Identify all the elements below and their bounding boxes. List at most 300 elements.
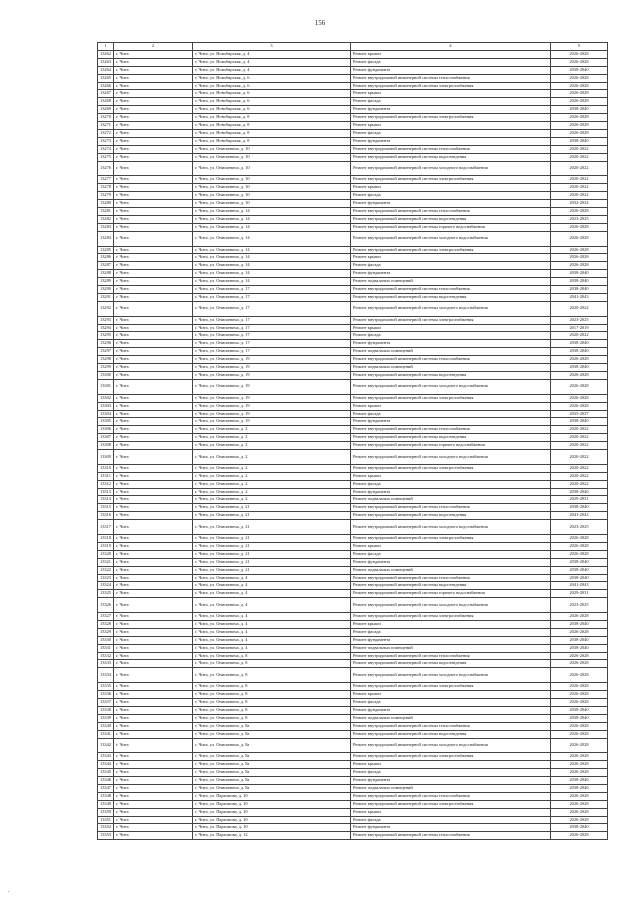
record-number: 13284	[98, 231, 114, 246]
table-row	[98, 488, 608, 496]
period: 2017-2019	[551, 324, 608, 332]
period: 2023-2025	[551, 316, 608, 324]
record-number: 13350	[98, 808, 114, 816]
record-number: 13322	[98, 566, 114, 574]
table-row	[98, 332, 608, 340]
period: 2029-2031	[551, 590, 608, 598]
table-row	[98, 153, 608, 161]
address: г. Чита, ул. Онискевича, д. 21	[193, 566, 351, 574]
table-row	[98, 769, 608, 777]
work-type: Ремонт фасада	[351, 192, 551, 200]
address: г. Чита, ул. Онискевича, д. 8а	[193, 738, 351, 753]
address: г. Чита, ул. Онискевича, д. 21	[193, 520, 351, 535]
work-type: Ремонт внутридомовой инженерной системы электроснабжения	[351, 683, 551, 691]
table-row	[98, 628, 608, 636]
locality: г. Чита	[114, 122, 193, 130]
record-number: 13292	[98, 301, 114, 316]
work-type: Ремонт внутридомовой инженерной системы теплоснабжения	[351, 426, 551, 434]
locality: г. Чита	[114, 184, 193, 192]
record-number: 13289	[98, 278, 114, 286]
period: 2026-2028	[551, 98, 608, 106]
address: г. Чита, ул. Онискевича, д. 17	[193, 332, 351, 340]
period: 2026-2028	[551, 699, 608, 707]
table-row	[98, 145, 608, 153]
record-number: 13280	[98, 200, 114, 208]
address: г. Чита, ул. Онискевича, д. 8	[193, 683, 351, 691]
table-row	[98, 394, 608, 402]
record-number: 13298	[98, 356, 114, 364]
table-row	[98, 98, 608, 106]
address: г. Чита, ул. Онискевича, д. 8	[193, 706, 351, 714]
address: г. Чита, ул. Онискевича, д. 21	[193, 512, 351, 520]
table-row	[98, 520, 608, 535]
locality: г. Чита	[114, 738, 193, 753]
record-number: 13269	[98, 106, 114, 114]
locality: г. Чита	[114, 192, 193, 200]
work-type: Ремонт внутридомовой инженерной системы теплоснабжения	[351, 652, 551, 660]
work-type: Ремонт внутридомовой инженерной системы электроснабжения	[351, 464, 551, 472]
address: г. Чита, ул. Онискевича, д. 19	[193, 402, 351, 410]
record-number: 13302	[98, 394, 114, 402]
period: 2026-2028	[551, 372, 608, 380]
record-number: 13328	[98, 620, 114, 628]
address: г. Чита, ул. Новобирская, д. 8	[193, 114, 351, 122]
locality: г. Чита	[114, 832, 193, 840]
work-type: Ремонт внутридомовой инженерной системы электроснабжения	[351, 753, 551, 761]
locality: г. Чита	[114, 348, 193, 356]
period: 2026-2028	[551, 722, 608, 730]
address: г. Чита, ул. Онискевича, д. 21	[193, 550, 351, 558]
period: 2038-2040	[551, 106, 608, 114]
work-type: Ремонт внутридомовой инженерной системы электроснабжения	[351, 114, 551, 122]
work-type: Ремонт внутридомовой инженерной системы электроснабжения	[351, 316, 551, 324]
period: 2020-2022	[551, 426, 608, 434]
table-row	[98, 512, 608, 520]
table-row	[98, 340, 608, 348]
locality: г. Чита	[114, 262, 193, 270]
locality: г. Чита	[114, 114, 193, 122]
address: г. Чита, ул. Онискевича, д. 14	[193, 223, 351, 231]
locality: г. Чита	[114, 769, 193, 777]
address: г. Чита, ул. Онискевича, д. 10	[193, 200, 351, 208]
period: 2041-2043	[551, 582, 608, 590]
address: г. Чита, ул. Онискевича, д. 2	[193, 434, 351, 442]
locality: г. Чита	[114, 379, 193, 394]
table-row	[98, 566, 608, 574]
locality: г. Чита	[114, 550, 193, 558]
work-type: Ремонт крыши	[351, 472, 551, 480]
period: 2020-2022	[551, 332, 608, 340]
locality: г. Чита	[114, 82, 193, 90]
period: 2029-2031	[551, 496, 608, 504]
period: 2026-2028	[551, 683, 608, 691]
period: 2020-2022	[551, 301, 608, 316]
record-number: 13346	[98, 777, 114, 785]
address: г. Чита, ул. Онискевича, д. 2	[193, 426, 351, 434]
period: 2023-2025	[551, 215, 608, 223]
table-row	[98, 691, 608, 699]
record-number: 13300	[98, 372, 114, 380]
work-type: Ремонт внутридомовой инженерной системы водоотведения	[351, 730, 551, 738]
table-row	[98, 192, 608, 200]
table-row	[98, 800, 608, 808]
table-row	[98, 738, 608, 753]
table-row	[98, 832, 608, 840]
locality: г. Чита	[114, 520, 193, 535]
address: г. Чита, ул. Онискевича, д. 14	[193, 246, 351, 254]
record-number: 13324	[98, 582, 114, 590]
record-number: 13349	[98, 800, 114, 808]
work-type: Ремонт крыши	[351, 402, 551, 410]
period: 2026-2028	[551, 379, 608, 394]
table-row	[98, 504, 608, 512]
table-row	[98, 598, 608, 613]
work-type: Ремонт внутридомовой инженерной системы горячего водоснабжения	[351, 590, 551, 598]
locality: г. Чита	[114, 364, 193, 372]
record-number: 13310	[98, 464, 114, 472]
period: 2020-2022	[551, 450, 608, 465]
locality: г. Чита	[114, 442, 193, 450]
record-number: 13331	[98, 644, 114, 652]
work-type: Ремонт фасада	[351, 628, 551, 636]
locality: г. Чита	[114, 620, 193, 628]
period: 2026-2028	[551, 769, 608, 777]
work-type: Ремонт внутридомовой инженерной системы теплоснабжения	[351, 832, 551, 840]
locality: г. Чита	[114, 153, 193, 161]
record-number: 13337	[98, 699, 114, 707]
period: 2038-2040	[551, 644, 608, 652]
locality: г. Чита	[114, 426, 193, 434]
address: г. Чита, ул. Онискевича, д. 4	[193, 613, 351, 621]
work-type: Ремонт внутридомовой инженерной системы водоотведения	[351, 660, 551, 668]
table-row	[98, 82, 608, 90]
record-number: 13307	[98, 434, 114, 442]
locality: г. Чита	[114, 535, 193, 543]
locality: г. Чита	[114, 324, 193, 332]
table-row	[98, 480, 608, 488]
period: 2020-2022	[551, 442, 608, 450]
address: г. Чита, ул. Пархомова, д. 10	[193, 800, 351, 808]
address: г. Чита, ул. Новобирская, д. 6	[193, 106, 351, 114]
table-row	[98, 106, 608, 114]
work-type: Ремонт крыши	[351, 50, 551, 58]
work-type: Ремонт фундамента	[351, 137, 551, 145]
table-row	[98, 753, 608, 761]
period: 2038-2040	[551, 620, 608, 628]
register-table-body	[98, 43, 608, 840]
table-row	[98, 613, 608, 621]
work-type: Ремонт подвальных помещений	[351, 714, 551, 722]
locality: г. Чита	[114, 512, 193, 520]
period: 2041-2043	[551, 293, 608, 301]
record-number: 13335	[98, 683, 114, 691]
address: г. Чита, ул. Новобирская, д. 6	[193, 98, 351, 106]
column-number-row	[98, 43, 608, 51]
locality: г. Чита	[114, 574, 193, 582]
address: г. Чита, ул. Онискевича, д. 8	[193, 668, 351, 683]
address: г. Чита, ул. Онискевича, д. 19	[193, 372, 351, 380]
address: г. Чита, ул. Онискевича, д. 19	[193, 379, 351, 394]
period: 2026-2028	[551, 50, 608, 58]
table-row	[98, 683, 608, 691]
address: г. Чита, ул. Онискевича, д. 8	[193, 660, 351, 668]
period: 2041-2043	[551, 512, 608, 520]
work-type: Ремонт фундамента	[351, 636, 551, 644]
work-type: Ремонт внутридомовой инженерной системы холодного водоснабжения	[351, 520, 551, 535]
record-number: 13343	[98, 753, 114, 761]
work-type: Ремонт фасада	[351, 699, 551, 707]
locality: г. Чита	[114, 293, 193, 301]
table-row	[98, 706, 608, 714]
address: г. Чита, ул. Пархомова, д. 10	[193, 824, 351, 832]
table-row	[98, 535, 608, 543]
locality: г. Чита	[114, 98, 193, 106]
work-type: Ремонт внутридомовой инженерной системы холодного водоснабжения	[351, 598, 551, 613]
locality: г. Чита	[114, 434, 193, 442]
table-row	[98, 442, 608, 450]
table-row	[98, 730, 608, 738]
address: г. Чита, ул. Новобирская, д. 8	[193, 137, 351, 145]
record-number: 13286	[98, 254, 114, 262]
table-row	[98, 379, 608, 394]
record-number: 13326	[98, 598, 114, 613]
locality: г. Чита	[114, 660, 193, 668]
record-number: 13352	[98, 824, 114, 832]
address: г. Чита, ул. Онискевича, д. 21	[193, 558, 351, 566]
period: 2038-2040	[551, 566, 608, 574]
address: г. Чита, ул. Онискевича, д. 4	[193, 620, 351, 628]
record-number: 13325	[98, 590, 114, 598]
address: г. Чита, ул. Онискевича, д. 8а	[193, 753, 351, 761]
record-number: 13341	[98, 730, 114, 738]
address: г. Чита, ул. Онискевича, д. 17	[193, 340, 351, 348]
table-row	[98, 122, 608, 130]
address: г. Чита, ул. Онискевича, д. 14	[193, 262, 351, 270]
work-type: Ремонт крыши	[351, 761, 551, 769]
work-type: Ремонт подвальных помещений	[351, 348, 551, 356]
period: 2038-2040	[551, 706, 608, 714]
work-type: Ремонт внутридомовой инженерной системы водоотведения	[351, 582, 551, 590]
locality: г. Чита	[114, 480, 193, 488]
work-type: Ремонт крыши	[351, 184, 551, 192]
period: 2038-2040	[551, 278, 608, 286]
record-number: 13317	[98, 520, 114, 535]
period: 2038-2040	[551, 488, 608, 496]
locality: г. Чита	[114, 652, 193, 660]
record-number: 13299	[98, 364, 114, 372]
locality: г. Чита	[114, 816, 193, 824]
work-type: Ремонт внутридомовой инженерной системы холодного водоснабжения	[351, 301, 551, 316]
register-table	[97, 42, 608, 840]
work-type: Ремонт внутридомовой инженерной системы холодного водоснабжения	[351, 668, 551, 683]
address: г. Чита, ул. Онискевича, д. 2	[193, 496, 351, 504]
record-number: 13288	[98, 270, 114, 278]
record-number: 13320	[98, 550, 114, 558]
table-row	[98, 301, 608, 316]
record-number: 13303	[98, 402, 114, 410]
address: г. Чита, ул. Онискевича, д. 14	[193, 270, 351, 278]
record-number: 13275	[98, 153, 114, 161]
record-number: 13281	[98, 208, 114, 216]
address: г. Чита, ул. Онискевича, д. 10	[193, 145, 351, 153]
work-type: Ремонт фундамента	[351, 824, 551, 832]
table-row	[98, 90, 608, 98]
period: 2038-2040	[551, 137, 608, 145]
period: 2026-2028	[551, 90, 608, 98]
locality: г. Чита	[114, 340, 193, 348]
locality: г. Чита	[114, 394, 193, 402]
address: г. Чита, ул. Онискевича, д. 8а	[193, 730, 351, 738]
table-row	[98, 286, 608, 294]
work-type: Ремонт подвальных помещений	[351, 644, 551, 652]
locality: г. Чита	[114, 356, 193, 364]
address: г. Чита, ул. Онискевича, д. 4	[193, 598, 351, 613]
period: 2023-2025	[551, 520, 608, 535]
work-type: Ремонт внутридомовой инженерной системы теплоснабжения	[351, 722, 551, 730]
locality: г. Чита	[114, 231, 193, 246]
period: 2026-2028	[551, 356, 608, 364]
period: 2026-2028	[551, 691, 608, 699]
table-row	[98, 208, 608, 216]
record-number: 13279	[98, 192, 114, 200]
work-type: Ремонт внутридомовой инженерной системы теплоснабжения	[351, 208, 551, 216]
table-row	[98, 550, 608, 558]
work-type: Ремонт внутридомовой инженерной системы электроснабжения	[351, 394, 551, 402]
record-number: 13353	[98, 832, 114, 840]
record-number: 13318	[98, 535, 114, 543]
locality: г. Чита	[114, 800, 193, 808]
locality: г. Чита	[114, 792, 193, 800]
table-row	[98, 348, 608, 356]
work-type: Ремонт внутридомовой инженерной системы холодного водоснабжения	[351, 379, 551, 394]
address: г. Чита, ул. Новобирская, д. 4	[193, 66, 351, 74]
work-type: Ремонт внутридомовой инженерной системы теплоснабжения	[351, 504, 551, 512]
period: 2038-2040	[551, 364, 608, 372]
locality: г. Чита	[114, 714, 193, 722]
work-type: Ремонт фундамента	[351, 340, 551, 348]
period: 2026-2028	[551, 652, 608, 660]
table-row	[98, 137, 608, 145]
period: 2038-2040	[551, 270, 608, 278]
locality: г. Чита	[114, 668, 193, 683]
work-type: Ремонт внутридомовой инженерной системы теплоснабжения	[351, 145, 551, 153]
work-type: Ремонт фасада	[351, 262, 551, 270]
table-row	[98, 777, 608, 785]
period: 2026-2028	[551, 816, 608, 824]
locality: г. Чита	[114, 129, 193, 137]
address: г. Чита, ул. Новобирская, д. 4	[193, 50, 351, 58]
record-number: 13293	[98, 316, 114, 324]
record-number: 13265	[98, 74, 114, 82]
address: г. Чита, ул. Онискевича, д. 21	[193, 504, 351, 512]
record-number: 13314	[98, 496, 114, 504]
address: г. Чита, ул. Онискевича, д. 14	[193, 231, 351, 246]
locality: г. Чита	[114, 598, 193, 613]
corner-mark: .	[8, 888, 10, 894]
locality: г. Чита	[114, 215, 193, 223]
period: 2026-2028	[551, 74, 608, 82]
record-number: 13348	[98, 792, 114, 800]
period: 2026-2028	[551, 122, 608, 130]
locality: г. Чита	[114, 636, 193, 644]
table-row	[98, 714, 608, 722]
period: 2026-2028	[551, 129, 608, 137]
locality: г. Чита	[114, 418, 193, 426]
table-row	[98, 262, 608, 270]
work-type: Ремонт внутридомовой инженерной системы водоотведения	[351, 153, 551, 161]
locality: г. Чита	[114, 223, 193, 231]
period: 2038-2040	[551, 636, 608, 644]
locality: г. Чита	[114, 542, 193, 550]
record-number: 13339	[98, 714, 114, 722]
table-row	[98, 784, 608, 792]
table-row	[98, 356, 608, 364]
locality: г. Чита	[114, 777, 193, 785]
address: г. Чита, ул. Онискевича, д. 2	[193, 464, 351, 472]
locality: г. Чита	[114, 270, 193, 278]
locality: г. Чита	[114, 450, 193, 465]
locality: г. Чита	[114, 176, 193, 184]
locality: г. Чита	[114, 699, 193, 707]
period: 2026-2028	[551, 114, 608, 122]
record-number: 13283	[98, 223, 114, 231]
work-type: Ремонт внутридомовой инженерной системы холодного водоснабжения	[351, 231, 551, 246]
table-row	[98, 231, 608, 246]
address: г. Чита, ул. Онискевича, д. 19	[193, 364, 351, 372]
locality: г. Чита	[114, 808, 193, 816]
work-type: Ремонт внутридомовой инженерной системы теплоснабжения	[351, 792, 551, 800]
table-row	[98, 722, 608, 730]
address: г. Чита, ул. Онискевича, д. 4	[193, 582, 351, 590]
record-number: 13311	[98, 472, 114, 480]
period: 2038-2040	[551, 418, 608, 426]
table-row	[98, 808, 608, 816]
work-type: Ремонт фундамента	[351, 777, 551, 785]
address: г. Чита, ул. Онискевича, д. 8	[193, 691, 351, 699]
period: 2020-2022	[551, 161, 608, 176]
locality: г. Чита	[114, 566, 193, 574]
record-number: 13323	[98, 574, 114, 582]
address: г. Чита, ул. Онискевича, д. 4	[193, 590, 351, 598]
address: г. Чита, ул. Онискевича, д. 14	[193, 254, 351, 262]
record-number: 13290	[98, 286, 114, 294]
address: г. Чита, ул. Новобирская, д. 4	[193, 58, 351, 66]
address: г. Чита, ул. Онискевича, д. 10	[193, 161, 351, 176]
table-row	[98, 324, 608, 332]
record-number: 13262	[98, 50, 114, 58]
period: 2026-2028	[551, 761, 608, 769]
locality: г. Чита	[114, 332, 193, 340]
table-row	[98, 223, 608, 231]
record-number: 13344	[98, 761, 114, 769]
table-row	[98, 50, 608, 58]
table-row	[98, 434, 608, 442]
address: г. Чита, ул. Новобирская, д. 8	[193, 122, 351, 130]
record-number: 13294	[98, 324, 114, 332]
work-type: Ремонт внутридомовой инженерной системы водоотведения	[351, 215, 551, 223]
table-row	[98, 293, 608, 301]
address: г. Чита, ул. Новобирская, д. 6	[193, 82, 351, 90]
period: 2020-2022	[551, 480, 608, 488]
record-number: 13274	[98, 145, 114, 153]
locality: г. Чита	[114, 472, 193, 480]
locality: г. Чита	[114, 74, 193, 82]
locality: г. Чита	[114, 106, 193, 114]
locality: г. Чита	[114, 372, 193, 380]
period: 2038-2040	[551, 286, 608, 294]
locality: г. Чита	[114, 761, 193, 769]
work-type: Ремонт внутридомовой инженерной системы электроснабжения	[351, 535, 551, 543]
